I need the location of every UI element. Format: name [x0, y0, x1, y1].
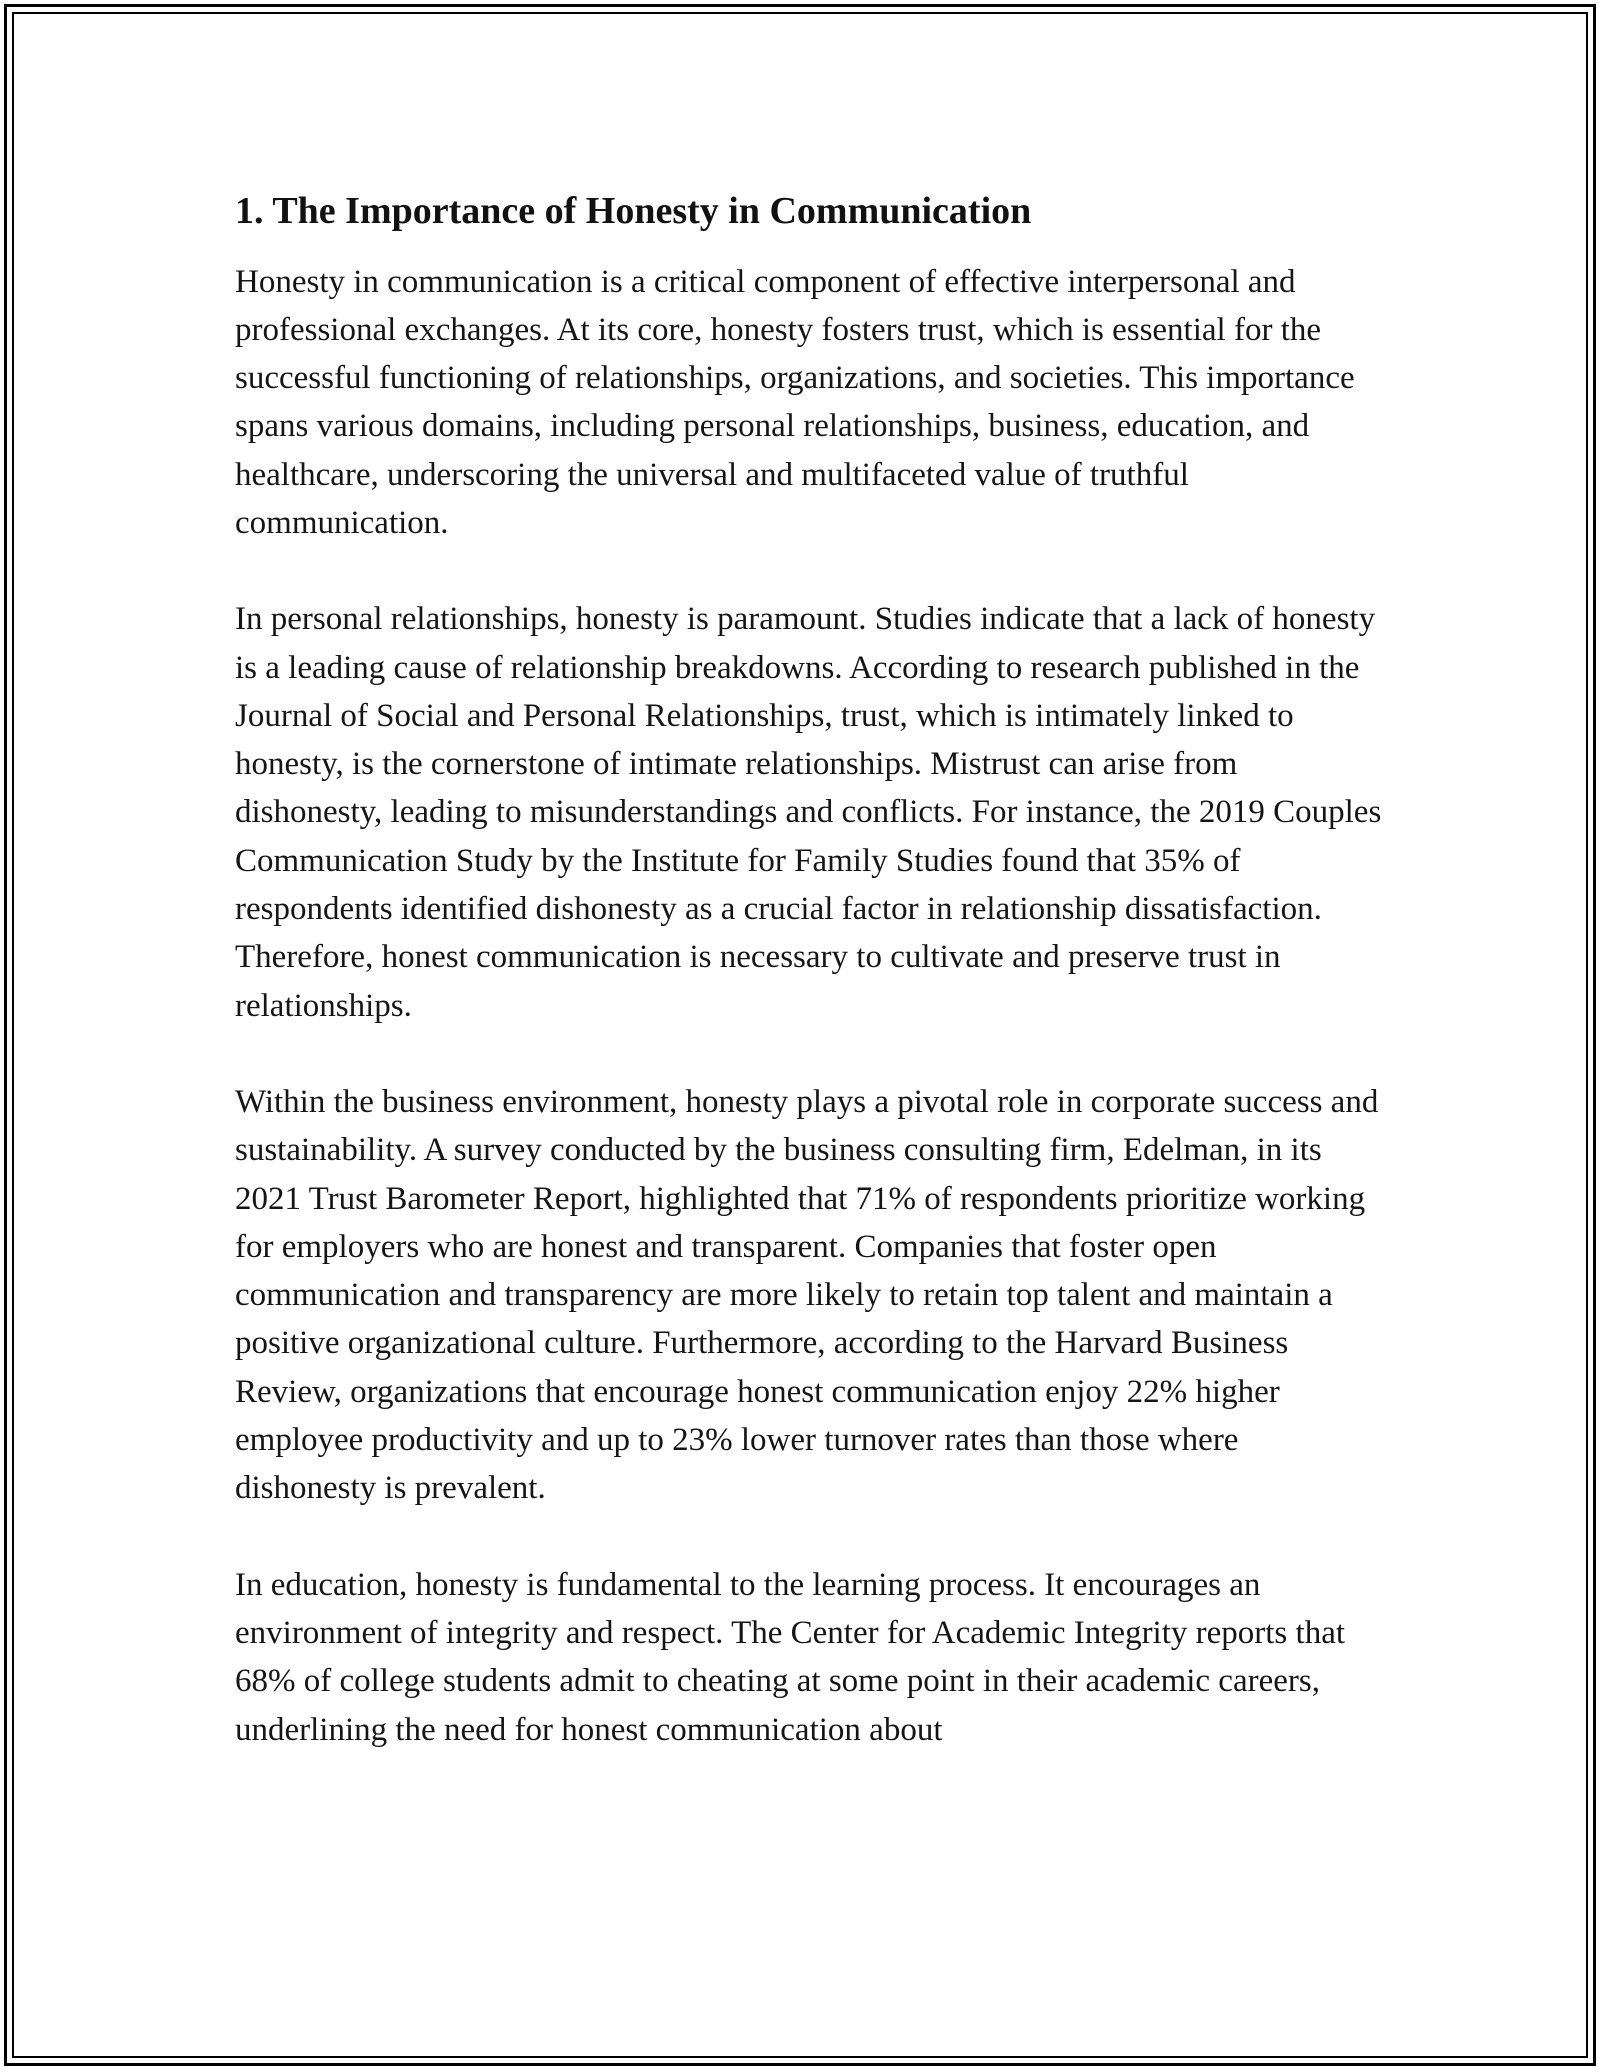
- paragraph-business: Within the business environment, honesty plays a pivotal role in corporate success and sustainability. A survey conducted by the business consulting firm, Edelman, in its 2021 Trust Barometer Report, highlighted that 71% of respondents prioritize working for employers who are honest and transparent. Companies that foster open communication and transparency are more likely to retain top talent and maintain a positive organizational culture. Furthermore, according to the Harvard Business Review, organizations that encourage honest communication enjoy 22% higher employee productivity and up to 23% lower turnover rates than those where dishonesty is prevalent.: [235, 1083, 1379, 1507]
- section-heading: 1. The Importance of Honesty in Communication: [235, 190, 1032, 232]
- paragraph-personal-relationships: In personal relationships, honesty is paramount. Studies indicate that a lack of honesty is a leading cause of relationship breakdowns. According to research published in the Journal of Social and Personal Relationships, trust, which is intimately linked to honesty, is the cornerstone of intimate relationships. Mistrust can arise from dishonesty, leading to misunderstandings and conflicts. For instance, the 2019 Couples Communication Study by the Institute for Family Studies found that 35% of respondents identified dishonesty as a crucial factor in relationship dissatisfaction. Therefore, honest communication is necessary to cultivate and preserve trust in relationships.: [235, 601, 1382, 1024]
- document-body: [235, 188, 1385, 1802]
- paragraph-intro: Honesty in communication is a critical component of effective interpersonal and professional exchanges. At its core, honesty fosters trust, which is essential for the successful functioning of relationships, organizations, and societies. This importance spans various domains, including personal relationships, business, education, and healthcare, underscoring the universal and multifaceted value of truthful communication.: [235, 263, 1355, 541]
- paragraph-education: In education, honesty is fundamental to the learning process. It encourages an environment of integrity and respect. The Center for Academic Integrity reports that 68% of college students admit to cheating at some point in their academic careers, underlining the need for honest communication about: [235, 1566, 1346, 1748]
